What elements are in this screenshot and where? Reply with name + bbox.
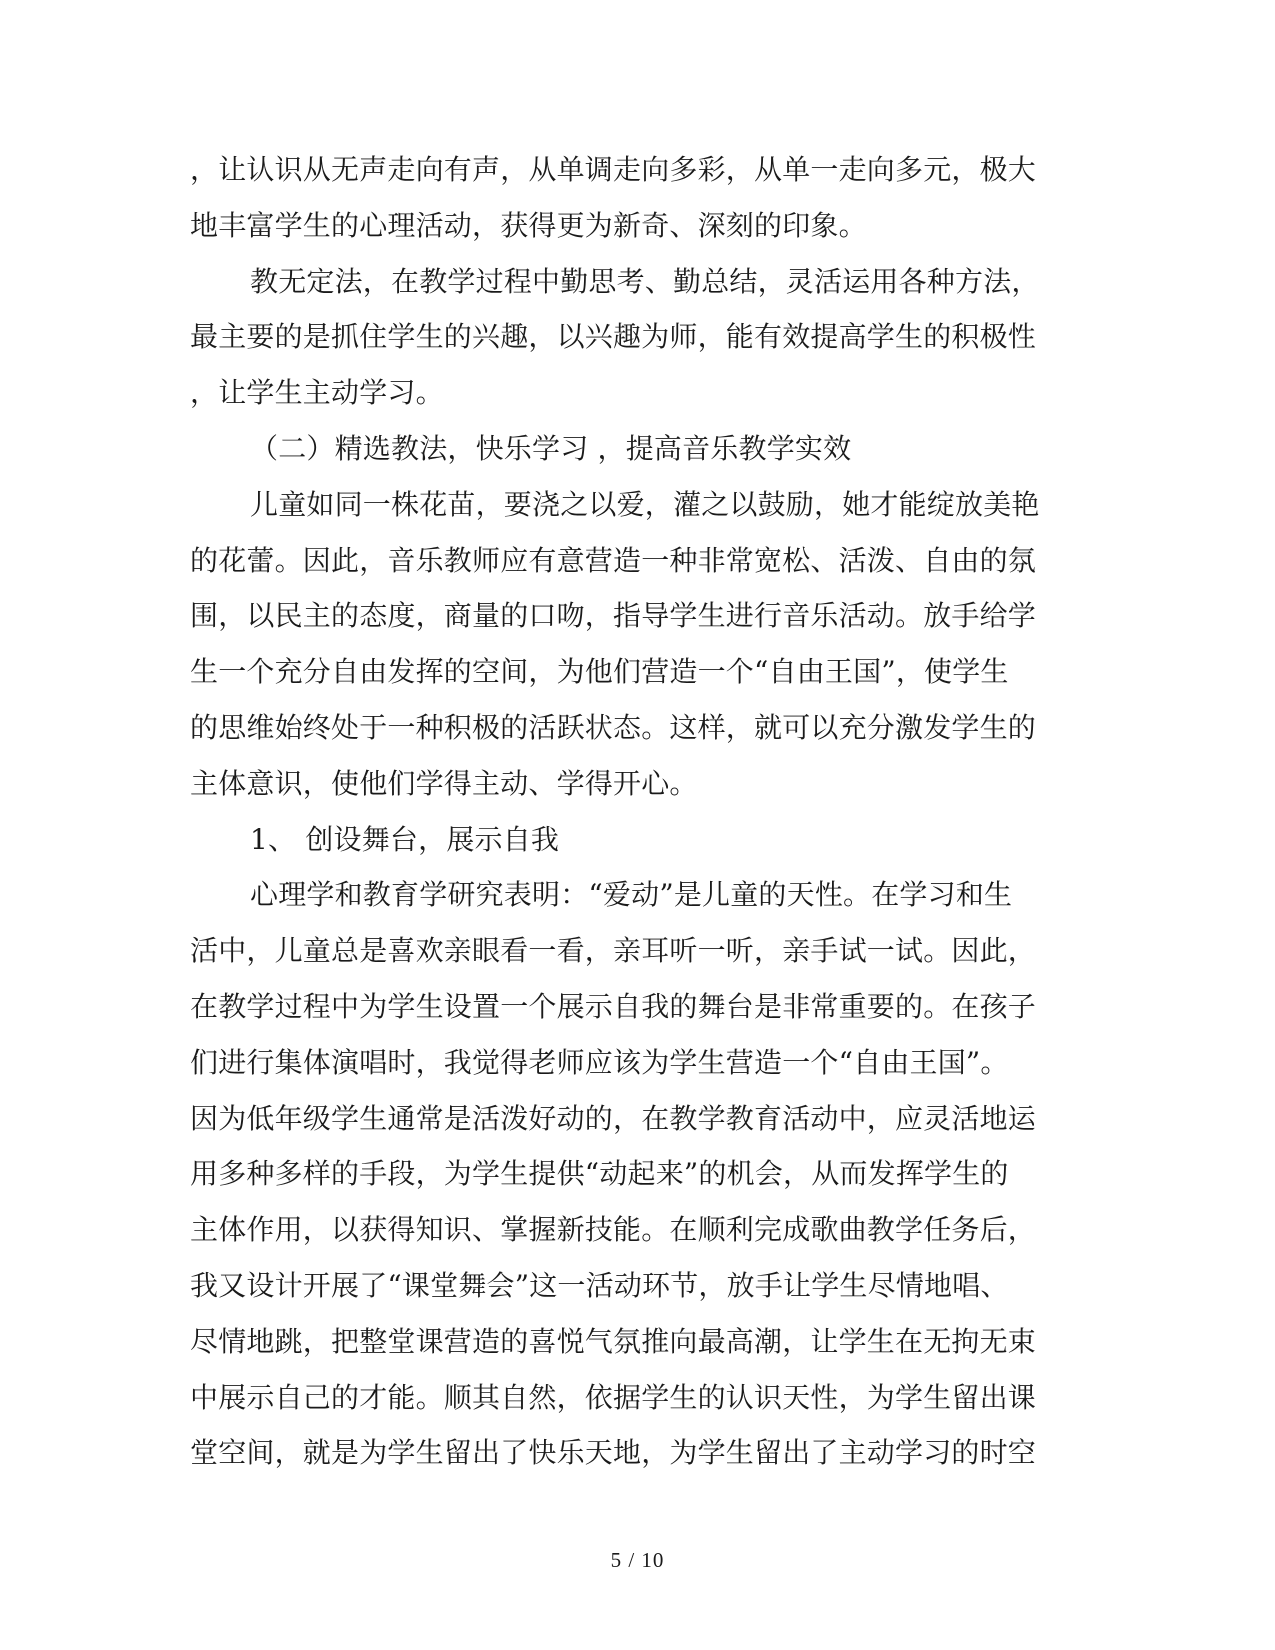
paragraph-start-line: 心理学和教育学研究表明：“爱动”是儿童的天性。在学习和生 bbox=[250, 878, 1013, 912]
text-line: 生一个充分自由发挥的空间，为他们营造一个“自由王国”，使学生 bbox=[190, 655, 1009, 689]
text-line: 们进行集体演唱时，我觉得老师应该为学生营造一个“自由王国”。 bbox=[190, 1045, 1009, 1079]
text-line: 的思维始终处于一种积极的活跃状态。这样，就可以充分激发学生的 bbox=[190, 710, 1037, 744]
text-line: 主体作用，以获得知识、掌握新技能。在顺利完成歌曲教学任务后， bbox=[190, 1213, 1037, 1247]
paragraph-start-line: 儿童如同一株花苗，要浇之以爱，灌之以鼓励，她才能绽放美艳 bbox=[250, 487, 1040, 521]
paragraph-start-line: 教无定法，在教学过程中勤思考、勤总结，灵活运用各种方法， bbox=[250, 264, 1040, 298]
text-line: ，让认识从无声走向有声，从单调走向多彩，从单一走向多元，极大 bbox=[190, 153, 1037, 186]
page-number: 5 / 10 bbox=[610, 1548, 665, 1572]
body-text bbox=[190, 142, 1070, 1481]
text-line: 堂空间，就是为学生留出了快乐天地，为学生留出了主动学习的时空 bbox=[190, 1436, 1037, 1470]
text-line: 活中，儿童总是喜欢亲眼看一看，亲耳听一听，亲手试一试。因此， bbox=[190, 934, 1037, 968]
text-line: 主体意识，使他们学得主动、学得开心。 bbox=[190, 766, 698, 800]
text-line: 我又设计开展了“课堂舞会”这一活动环节，放手让学生尽情地唱、 bbox=[190, 1268, 1009, 1302]
section-heading: （二）精选教法，快乐学习 ，提高音乐教学实效 bbox=[250, 431, 852, 465]
text-line: 用多种多样的手段，为学生提供“动起来”的机会，从而发挥学生的 bbox=[190, 1157, 1009, 1191]
subsection-heading: 1、 创设舞台，展示自我 bbox=[250, 822, 560, 856]
text-line: ，让学生主动学习。 bbox=[190, 376, 444, 410]
text-line: 的花蕾。因此，音乐教师应有意营造一种非常宽松、活泼、自由的氛 bbox=[190, 543, 1037, 577]
text-line: 尽情地跳，把整堂课营造的喜悦气氛推向最高潮，让学生在无拘无束 bbox=[190, 1324, 1037, 1358]
text-line: 地丰富学生的心理活动，获得更为新奇、深刻的印象。 bbox=[190, 208, 867, 242]
text-line: 在教学过程中为学生设置一个展示自我的舞台是非常重要的。在孩子 bbox=[190, 989, 1037, 1023]
text-line: 围，以民主的态度，商量的口吻，指导学生进行音乐活动。放手给学 bbox=[190, 599, 1037, 633]
text-line: 中展示自己的才能。顺其自然，依据学生的认识天性，为学生留出课 bbox=[190, 1380, 1037, 1414]
text-line: 最主要的是抓住学生的兴趣，以兴趣为师，能有效提高学生的积极性 bbox=[190, 320, 1037, 354]
text-line: 因为低年级学生通常是活泼好动的，在教学教育活动中，应灵活地运 bbox=[190, 1101, 1037, 1135]
